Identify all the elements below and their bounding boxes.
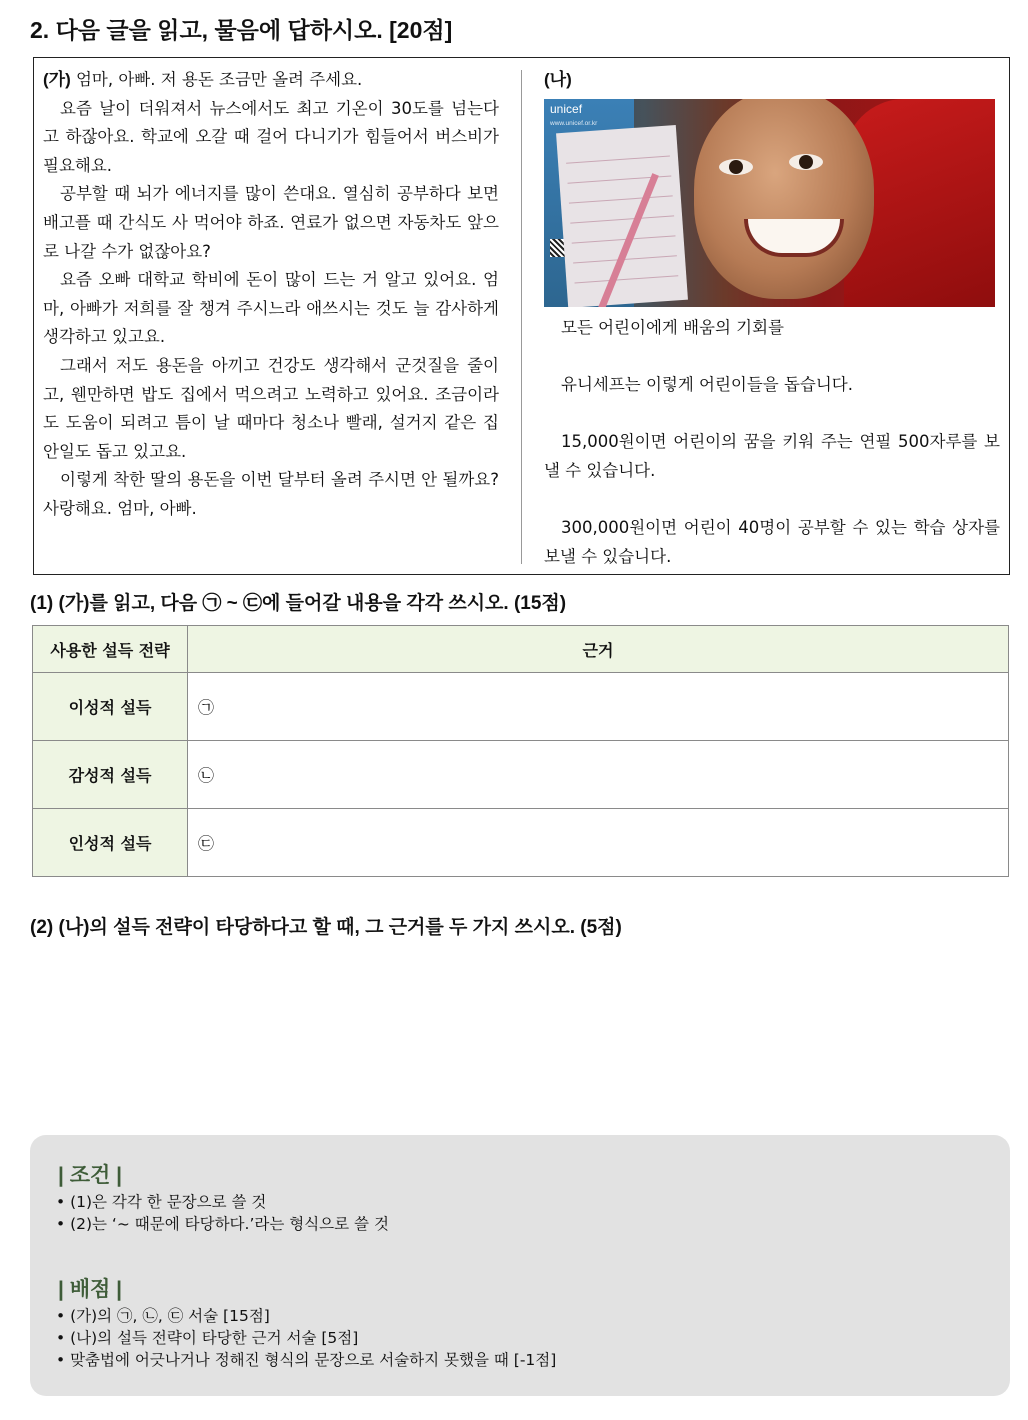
passage-na-line: 모든 어린이에게 배움의 기회를 [561,318,784,337]
table-row [33,809,1009,877]
passage-ga-paragraph: 이렇게 착한 딸의 용돈을 이번 달부터 올려 주시면 안 될까요? 사랑해요. 엄마, 아빠. [43,470,499,518]
marker: ㉠ [198,698,215,717]
child-face [694,99,874,299]
list-item: • (2)는 ‘~ 때문에 타당하다.’라는 형식으로 쓸 것 [56,1213,389,1235]
child-eye-right [789,154,823,170]
unicef-logo: unicef [550,102,583,116]
passage-na-tag: (나) [544,70,572,89]
table-header-evidence: 근거 [188,626,1009,673]
passage-na [544,66,1000,566]
passage-box [33,57,1010,575]
passage-ga-paragraph: 그래서 저도 용돈을 아끼고 건강도 생각해서 군것질을 줄이고, 웬만하면 밥도 집에서 먹으려고 노력하고 있어요. 조금이라도 도움이 되려고 틈이 날 때마다 청소나 빨래, 설거지 같은 집안일도 돕고 있고요. [43,355,499,461]
passage-na-line: 15,000원이면 어린이의 꿈을 키워 주는 연필 500자루를 보낼 수 있습니다. [544,432,1000,480]
row-label: 감성적 설득 [33,741,188,809]
notebook-paper [556,125,688,307]
answer-cell-3[interactable] [188,809,1009,877]
list-item: • (나)의 설득 전략이 타당한 근거 서술 [5점] [56,1327,556,1349]
list-item: • 맞춤법에 어긋나거나 정해진 형식의 문장으로 서술하지 못했을 때 [-1점] [56,1349,556,1371]
scoring-list [56,1305,556,1371]
sub-question-2: (2) (나)의 설득 전략이 타당하다고 할 때, 그 근거를 두 가지 쓰시오. (5점) [30,917,622,938]
answer-cell-2[interactable] [188,741,1009,809]
row-label: 이성적 설득 [33,673,188,741]
table-header-row [33,626,1009,673]
passage-na-text [544,314,1000,571]
sub-question-1: (1) (가)를 읽고, 다음 ㉠ ~ ㉢에 들어갈 내용을 각각 쓰시오. (15점) [30,593,567,614]
table-row [33,741,1009,809]
row-label: 인성적 설득 [33,809,188,877]
passage-ga-paragraph: 요즘 날이 더워져서 뉴스에서도 최고 기온이 30도를 넘는다고 하잖아요. 학교에 오갈 때 걸어 다니기가 힘들어서 버스비가 필요해요. [43,98,499,175]
table-row [33,673,1009,741]
list-item: • (1)은 각각 한 문장으로 쓸 것 [56,1191,389,1213]
passage-na-line: 300,000원이면 어린이 40명이 공부할 수 있는 학습 상자를 보낼 수 있습니다. [544,518,1000,566]
conditions-box [30,1135,1010,1396]
passage-ga-paragraph: 공부할 때 뇌가 에너지를 많이 쓴대요. 열심히 공부하다 보면 배고플 때 간식도 사 먹어야 하죠. 연료가 없으면 자동차도 앞으로 나갈 수가 없잖아요? [43,184,499,261]
conditions-heading: | 조건 | [58,1164,122,1187]
question-title: 2. 다음 글을 읽고, 물음에 답하시오. [20점] [30,17,453,43]
list-item: • (가)의 ㉠, ㉡, ㉢ 서술 [15점] [56,1305,556,1327]
passage-na-line: 유니세프는 이렇게 어린이들을 돕습니다. [561,375,853,395]
answer-cell-1[interactable] [188,673,1009,741]
child-eye-left [719,159,753,175]
scoring-heading: | 배점 | [58,1278,122,1301]
passage-ga-line: 엄마, 아빠. 저 용돈 조금만 올려 주세요. [70,70,363,89]
passage-ga [43,66,499,524]
passage-ga-paragraph: 요즘 오빠 대학교 학비에 돈이 많이 드는 거 알고 있어요. 엄마, 아빠가 저희를 잘 챙겨 주시느라 애쓰시는 것도 늘 감사하게 생각하고 있고요. [43,270,499,347]
column-divider [521,70,522,564]
unicef-site-text: www.unicef.or.kr [550,120,598,127]
passage-ga-tag: (가) [43,70,71,89]
marker: ㉢ [198,834,215,853]
conditions-list [56,1191,389,1235]
answer-table [32,625,1009,877]
table-header-strategy: 사용한 설득 전략 [33,626,188,673]
marker: ㉡ [198,766,215,785]
unicef-photo [544,99,995,307]
